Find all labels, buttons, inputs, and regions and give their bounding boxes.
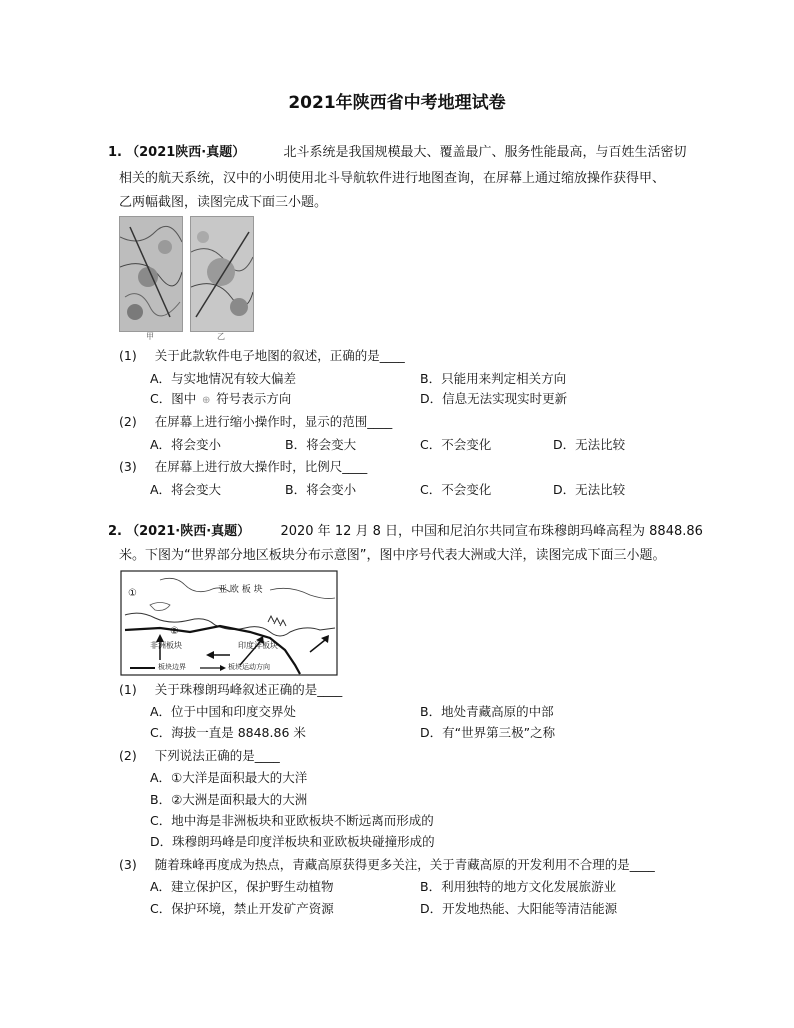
q2-sub3-text: 随着珠峰再度成为热点，青藏高原获得更多关注，关于青藏高原的开发利用不合理的是____ [154, 857, 655, 872]
q2-sub2-text: 下列说法正确的是____ [154, 748, 280, 763]
caption-yi: 乙 [217, 332, 225, 341]
q2-sub1-option-c: C．海拔一直是 8848.86 米 [150, 725, 306, 740]
q1-sub2-text: 在屏幕上进行缩小操作时，显示的范围____ [154, 414, 393, 429]
label-african-plate: 非洲板块 [150, 641, 182, 650]
q2-sub2-option-a: A．①大洋是面积最大的大洋 [150, 770, 308, 785]
q2-sub2-option-b: B．②大洲是面积最大的大洲 [150, 792, 308, 807]
label-eurasian-plate: 亚 欧 板 块 [218, 585, 263, 595]
q1-sub2-option-b: B．将会变大 [285, 437, 357, 452]
map-marker-2: ② [170, 626, 179, 637]
map-screenshot-yi [190, 216, 254, 332]
question-1-stem-2: 相关的航天系统，汉中的小明使用北斗导航软件进行地图查询，在屏幕上通过缩放操作获得甲、 [119, 171, 666, 186]
plate-map [120, 570, 338, 676]
q2-sub1-number: (1) [119, 682, 137, 697]
q2-sub1-option-a: A．位于中国和印度交界处 [150, 704, 297, 719]
question-1-line-1 [108, 143, 687, 163]
q1-sub2 [119, 412, 392, 430]
q1-sub1-option-a: A．与实地情况有较大偏差 [150, 371, 297, 386]
q2-sub3-option-a: A．建立保护区，保护野生动植物 [150, 879, 334, 894]
q1-sub1-text: 关于此款软件电子地图的叙述，正确的是____ [154, 348, 405, 363]
q2-sub2-number: (2) [119, 748, 137, 763]
q2-sub3-option-d: D．开发地热能、大阳能等清洁能源 [420, 901, 618, 916]
q1-sub1-option-d: D．信息无法实现实时更新 [420, 391, 568, 406]
q1-sub1-option-c [150, 389, 291, 407]
question-1-number: 1. [108, 145, 122, 160]
legend-plate-boundary: 板块边界 [158, 663, 186, 671]
q1-sub2-number: (2) [119, 414, 137, 429]
q2-sub1-option-b: B．地处青藏高原的中部 [420, 704, 554, 719]
question-2-line-1 [108, 522, 703, 542]
q2-sub1 [119, 680, 342, 698]
q1-sub2-option-a: A．将会变小 [150, 437, 222, 452]
q2-sub2 [119, 746, 280, 764]
q1-sub1-option-c-text: C．图中 [150, 391, 197, 406]
question-2-stem-2: 米。下图为“世界部分地区板块分布示意图”，图中序号代表大洲或大洋，读图完成下面三小题。 [119, 548, 666, 563]
q1-sub3-option-a: A．将会变大 [150, 482, 222, 497]
map-screenshot-jia [119, 216, 183, 332]
q2-sub3 [119, 855, 655, 873]
q1-sub1-option-b: B．只能用来判定相关方向 [420, 371, 567, 386]
question-1-stem-3: 乙两幅截图，读图完成下面三小题。 [119, 195, 328, 210]
q2-sub1-option-d: D．有“世界第三极”之称 [420, 725, 556, 740]
q1-sub1-number: (1) [119, 348, 137, 363]
q1-sub3-text: 在屏幕上进行放大操作时，比例尺____ [154, 459, 368, 474]
map-screenshot-jia-graphic [120, 217, 182, 331]
map-screenshot-yi-graphic [191, 217, 253, 331]
q1-sub3-option-b: B．将会变小 [285, 482, 357, 497]
q2-sub2-option-c: C．地中海是非洲板块和亚欧板块不断远离而形成的 [150, 813, 434, 828]
q1-sub3-number: (3) [119, 459, 137, 474]
page-title: 2021年陕西省中考地理试卷 [288, 93, 506, 113]
q2-sub3-number: (3) [119, 857, 137, 872]
question-2-number: 2. [108, 524, 122, 539]
q2-sub2-option-d: D．珠穆朗玛峰是印度洋板块和亚欧板块碰撞形成的 [150, 834, 435, 849]
q2-sub1-text: 关于珠穆朗玛峰叙述正确的是____ [154, 682, 343, 697]
q1-sub2-option-d: D．无法比较 [553, 437, 626, 452]
q1-sub3 [119, 457, 367, 475]
caption-jia: 甲 [146, 332, 154, 341]
q1-sub1 [119, 346, 405, 364]
legend-plate-motion: 板块运动方向 [228, 663, 270, 671]
q1-sub2-option-c: C．不会变化 [420, 437, 492, 452]
question-1-stem-1: 北斗系统是我国规模最大、覆盖最广、服务性能最高，与百姓生活密切 [283, 145, 687, 160]
q1-sub3-option-c: C．不会变化 [420, 482, 492, 497]
question-1-source-tag: （2021陕西·真题） [126, 145, 246, 160]
q1-sub3-option-d: D．无法比较 [553, 482, 626, 497]
q2-sub3-option-b: B．利用独特的地方文化发展旅游业 [420, 879, 617, 894]
question-2-stem-1: 2020 年 12 月 8 日，中国和尼泊尔共同宣布珠穆朗玛峰高程为 8848.86 [280, 524, 703, 539]
q2-sub3-option-c: C．保护环境，禁止开发矿产资源 [150, 901, 334, 916]
label-indian-ocean-plate: 印度洋板块 [238, 641, 278, 650]
map-marker-1: ① [128, 588, 137, 599]
q1-sub1-option-c-text-2: 符号表示方向 [216, 391, 292, 406]
question-2-source-tag: （2021·陕西·真题） [126, 524, 251, 539]
compass-symbol-icon: ⊕ [202, 395, 211, 406]
